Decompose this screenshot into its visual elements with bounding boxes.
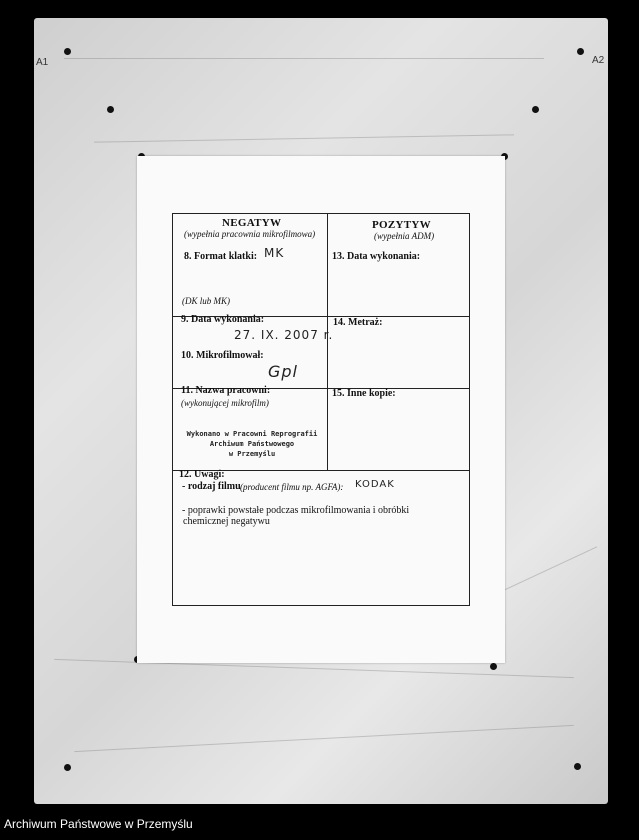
stamp-line: w Przemyślu	[228, 450, 276, 458]
stamp-line: Archiwum Państwowego	[209, 440, 295, 448]
archive-footer: Archiwum Państwowe w Przemyślu	[4, 817, 193, 831]
lab-name-label: 11. Nazwa pracowni:	[181, 385, 271, 396]
production-date-value: 27. IX. 2007 r.	[234, 328, 334, 342]
filmed-by-label: 10. Mikrofilmował:	[181, 350, 264, 361]
scratch-line	[94, 134, 514, 142]
copy-date-label: 13. Data wykonania:	[332, 251, 421, 262]
registration-mark	[64, 48, 71, 55]
frame-format-value: MK	[264, 246, 285, 260]
registration-mark	[532, 106, 539, 113]
negatyw-subtitle: (wypełnia pracownia mikrofilmowa)	[184, 229, 316, 239]
scratch-line	[64, 58, 544, 59]
film-type-value: KODAK	[355, 479, 395, 490]
lab-name-note: (wykonującej mikrofilm)	[181, 398, 269, 408]
frame-label-top-left: A1	[36, 57, 49, 68]
registration-mark	[64, 764, 71, 771]
frame-format-note: (DK lub MK)	[182, 296, 230, 306]
corrections-line1: - poprawki powstałe podczas mikrofilmowania i obróbki	[182, 505, 410, 516]
column-divider	[327, 214, 328, 470]
registration-mark	[490, 663, 497, 670]
corrections-line2: chemicznej negatywu	[183, 516, 270, 527]
registration-mark	[577, 48, 584, 55]
pozytyw-subtitle: (wypełnia ADM)	[374, 231, 435, 241]
stamp-line: Wykonano w Pracowni Reprografii	[186, 430, 318, 438]
length-label: 14. Metraż:	[333, 317, 383, 328]
other-copies-label: 15. Inne kopie:	[332, 388, 396, 399]
frame-format-label: 8. Format klatki:	[184, 251, 258, 262]
film-type-prefix: - rodzaj filmu	[182, 481, 241, 492]
registration-mark	[574, 763, 581, 770]
scratch-line	[74, 725, 573, 752]
form-table	[172, 213, 470, 606]
remarks-label: 12. Uwagi:	[179, 469, 225, 480]
frame-label-top-right: A2	[592, 55, 605, 66]
pozytyw-title: POZYTYW	[372, 219, 431, 231]
production-date-label: 9. Data wykonania:	[181, 314, 265, 325]
lab-stamp	[182, 429, 322, 459]
filmed-by-signature: Gpl	[268, 362, 298, 381]
registration-mark	[107, 106, 114, 113]
film-type-note: (producent filmu np. AGFA):	[240, 482, 344, 492]
negatyw-title: NEGATYW	[222, 217, 282, 229]
